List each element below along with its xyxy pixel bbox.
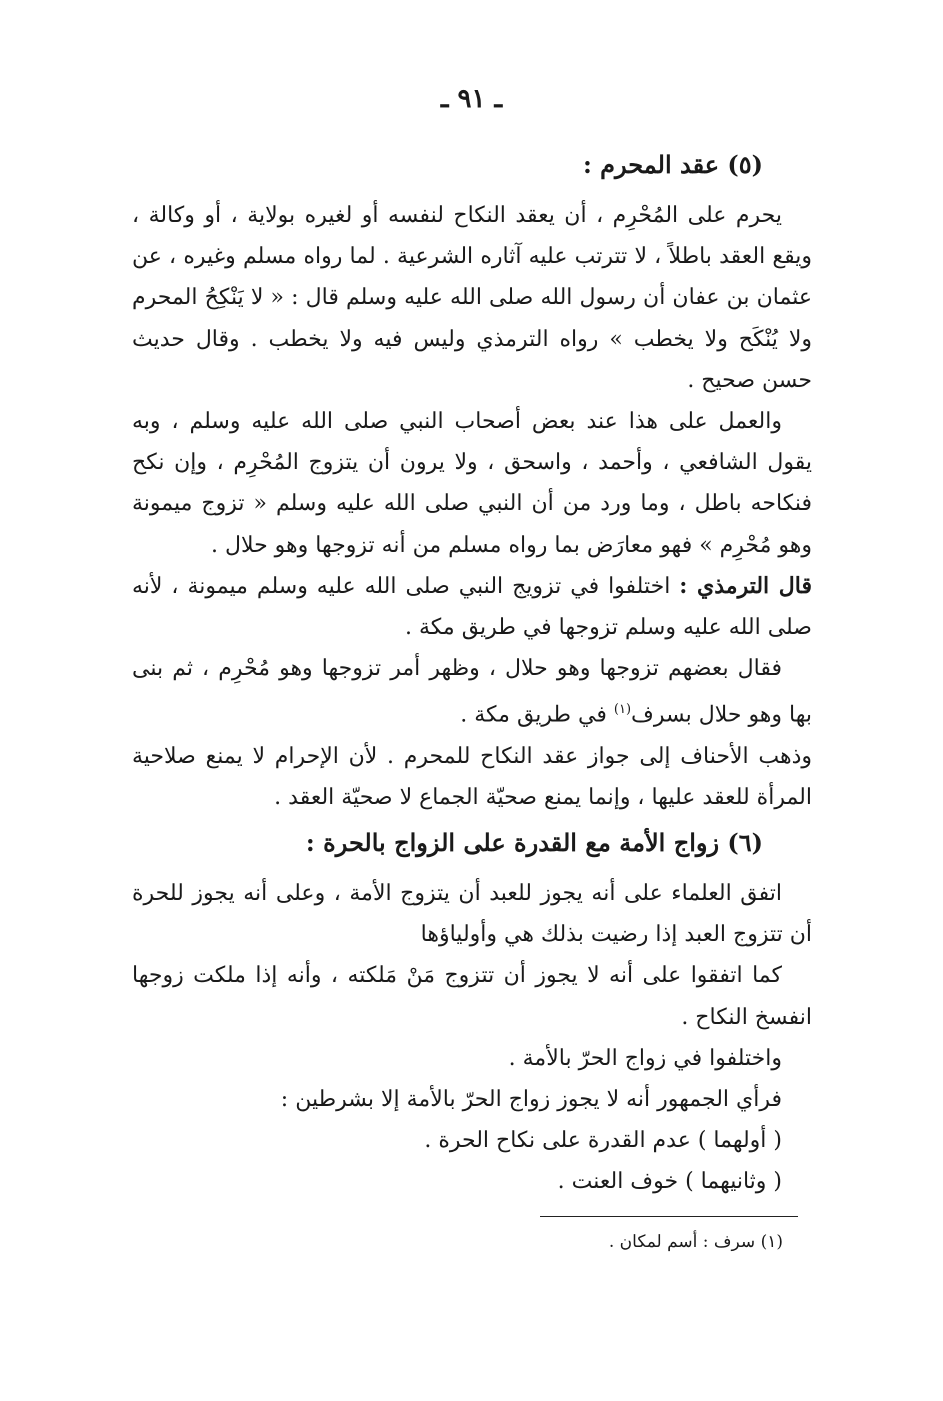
tirmidhi-paragraph [132, 566, 812, 648]
text-line: فرأي الجمهور أنه لا يجوز زواج الحرّ بالأمة إلا بشرطين : [280, 1087, 782, 1113]
text-line: واختلفوا في زواج الحرّ بالأمة . [508, 1045, 782, 1071]
paragraph: يحرم على المُحْرِم ، أن يعقد النكاح لنفسه أو لغيره بولاية ، أو وكالة ، ويقع العقد باطلاً ، لا تترتب عليه آثاره الشرعية . لما رواه مسلم وغيره ، عن عثمان بن عفان أن رسول الله صلى الله عليه وسلم قال : « لا يَنْكِحُ المحرم ولا يُنْكَح ولا يخطب » رواه الترمذي وليس فيه ولا يخطب . وقال حديث حسن صحيح . [132, 203, 812, 393]
paragraph: والعمل على هذا عند بعض أصحاب النبي صلى الله عليه وسلم ، وبه يقول الشافعي ، وأحمد ، واسحق ، ولا يرون أن يتزوج المُحْرِم ، وإن نكح فنكاحه باطل ، وما ورد من أن النبي صلى الله عليه وسلم « تزوج ميمونة وهو مُحْرِم » فهو معارَض بما رواه مسلم من أنه تزوجها وهو حلال . [132, 409, 812, 558]
paragraph: اتفق العلماء على أنه يجوز للعبد أن يتزوج الأمة ، وعلى أنه يجوز للحرة أن تتزوج العبد إذا رضيت بذلك هي وأولياؤها [132, 881, 812, 948]
text-line: ( أولهما ) عدم القدرة على نكاح الحرة . [424, 1128, 782, 1154]
paragraph: كما اتفقوا على أنه لا يجوز أن تتزوج مَنْ مَلكته ، وأنه إذا ملكت زوجها انفسخ النكاح . [132, 963, 812, 1030]
paragraph-text: فقال بعضهم تزوجها وهو حلال ، وظهر أمر تزوجها وهو مُحْرِم ، ثم بنى بها وهو حلال بسرف [132, 656, 812, 728]
footnote-mark: (١) [613, 702, 632, 718]
paragraph [132, 648, 812, 736]
footnote: (١) سرف : أسم لمكان . [608, 1232, 783, 1252]
footnote-divider [540, 1216, 798, 1217]
section-6-body [132, 873, 812, 1203]
section-6-heading: (٦) زواج الأمة مع القدرة على الزواج بالحرة : [305, 828, 763, 857]
paragraph: وذهب الأحناف إلى جواز عقد النكاح للمحرم . لأن الإحرام لا يمنع صلاحية المرأة للعقد عليها ، وإنما يمنع صحيّة الجماع لا صحيّة العقد . [132, 743, 812, 811]
text-line: ( وثانيهما ) خوف العنت . [557, 1169, 782, 1195]
paragraph-text-end: في طريق مكة . [460, 702, 614, 728]
section-5-heading: (٥) عقد المحرم : [582, 150, 763, 179]
tirmidhi-label: قال الترمذي : [679, 572, 812, 599]
section-5-body [132, 195, 812, 818]
tirmidhi-text: اختلفوا في تزويج النبي صلى الله عليه وسلم ميمونة ، لأنه صلى الله عليه وسلم تزوجها في طريق مكة . [132, 573, 812, 641]
page-number: ـ ٩١ ـ [440, 84, 503, 114]
